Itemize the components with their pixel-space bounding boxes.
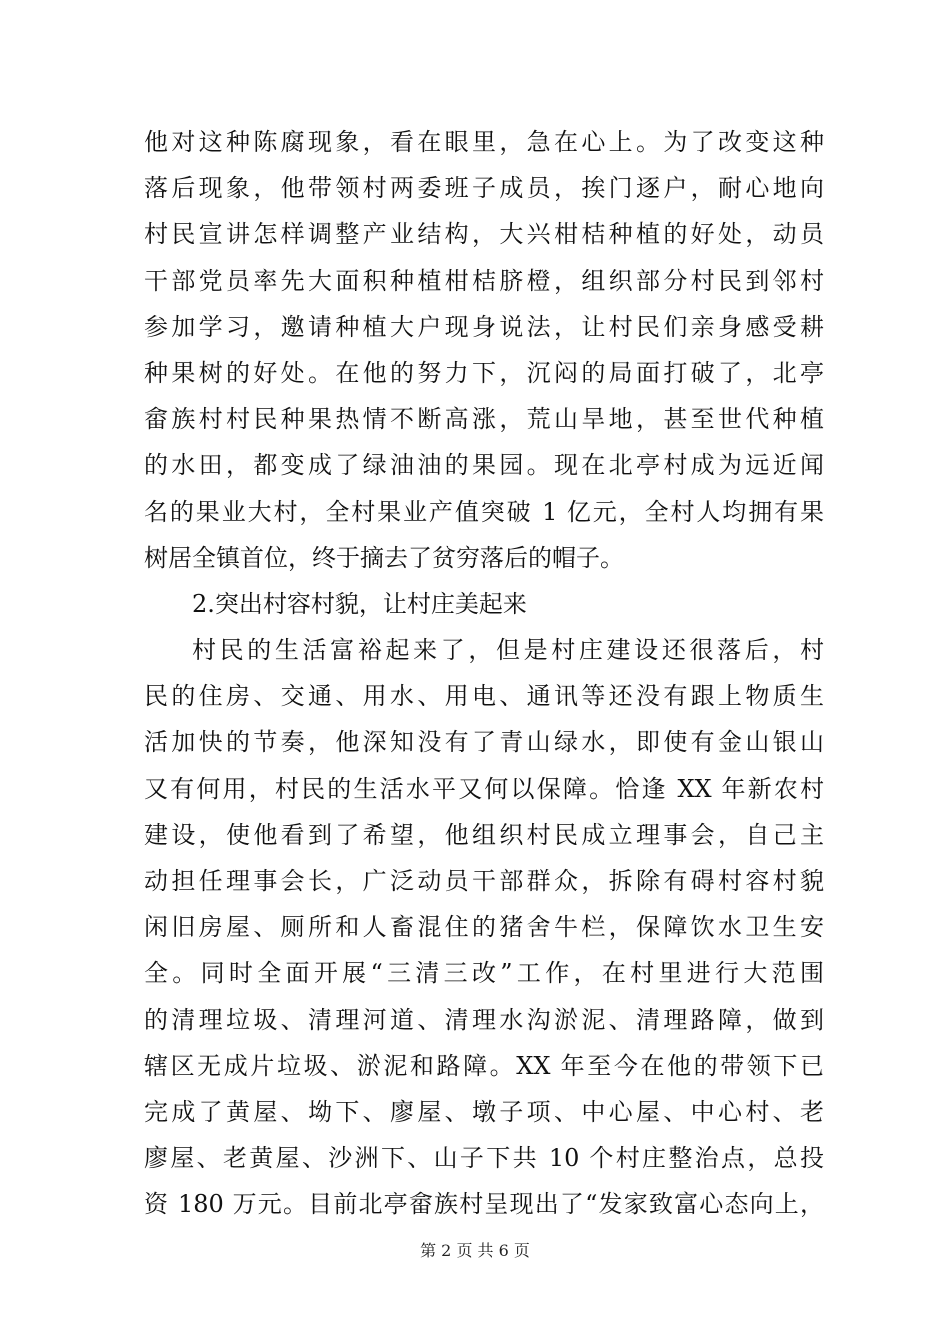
paragraph-line: 民的住房、交通、用水、用电、通讯等还没有跟上物质生 [144,682,824,711]
paragraph-line: 干部党员率先大面积种植柑桔脐橙，组织部分村民到邻村 [144,266,824,295]
paragraph-line: 的清理垃圾、清理河道、清理水沟淤泥、清理路障，做到 [144,1005,824,1034]
paragraph-line: 他对这种陈腐现象，看在眼里，急在心上。为了改变这种 [144,128,824,156]
paragraph-line: 落后现象，他带领村两委班子成员，挨门逐户，耐心地向 [144,174,824,203]
paragraph-line: 树居全镇首位，终于摘去了贫穷落后的帽子。 [144,543,624,572]
paragraph-line: 活加快的节奏，他深知没有了青山绿水，即使有金山银山 [144,728,824,757]
paragraph-line: 村民的生活富裕起来了，但是村庄建设还很落后，村 [192,636,824,665]
paragraph-line: 村民宣讲怎样调整产业结构，大兴柑桔种植的好处，动员 [144,220,824,249]
paragraph-line: 闲旧房屋、厕所和人畜混住的猪舍牛栏，保障饮水卫生安 [144,913,824,942]
paragraph-line: 参加学习，邀请种植大户现身说法，让村民们亲身感受耕 [144,312,824,341]
paragraph-1 [144,119,824,581]
paragraph-line: 完成了黄屋、坳下、廖屋、墩子项、中心屋、中心村、老 [144,1097,824,1126]
paragraph-line: 畲族村村民种果热情不断高涨，荒山旱地，甚至世代种植 [144,405,824,434]
paragraph-line: 廖屋、老黄屋、沙洲下、山子下共 10 个村庄整治点，总投 [144,1144,824,1173]
paragraph-line: 名的果业大村，全村果业产值突破 1 亿元，全村人均拥有果 [144,497,824,526]
paragraph-line: 辖区无成片垃圾、淤泥和路障。XX 年至今在他的带领下已 [144,1051,824,1080]
section-heading: 2.突出村容村貌，让村庄美起来 [192,589,527,618]
paragraph-line: 建设，使他看到了希望，他组织村民成立理事会，自己主 [144,820,824,849]
page-number-footer: 第 2 页 共 6 页 [420,1241,530,1260]
paragraph-line: 全。同时全面开展“三清三改”工作，在村里进行大范围 [144,959,824,988]
paragraph-line: 的水田，都变成了绿油油的果园。现在北亭村成为远近闻 [144,451,824,480]
document-body [144,119,824,1228]
paragraph-2 [144,627,824,1227]
paragraph-line: 种果树的好处。在他的努力下，沉闷的局面打破了，北亭 [144,358,824,387]
paragraph-line: 动担任理事会长，广泛动员干部群众，拆除有碍村容村貌 [144,867,824,895]
paragraph-line: 资 180 万元。目前北亭畲族村呈现出了“发家致富心态向上， [144,1190,824,1219]
paragraph-line: 又有何用，村民的生活水平又何以保障。恰逢 XX 年新农村 [144,774,824,803]
